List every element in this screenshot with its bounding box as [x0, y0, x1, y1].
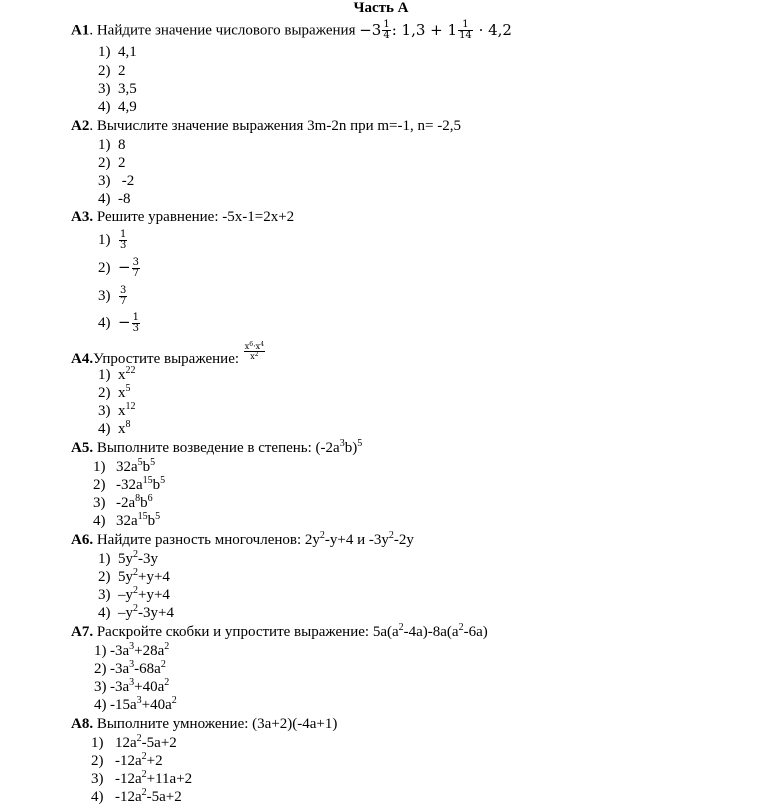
option: 1) 4,1 — [98, 44, 137, 60]
option: 2) $x^5$ — [98, 383, 131, 401]
section-title: Часть А — [353, 0, 409, 16]
option: 1) $\frac{1}{3}$ — [98, 229, 127, 252]
question-label: А2 — [71, 118, 90, 134]
option: 4) $-y^2-3y+4$ — [98, 603, 174, 621]
fraction: $\frac{1}{3}$ — [120, 229, 127, 252]
option: 4) $-15a^3+40a^2$ — [94, 695, 177, 713]
question-label: А7. — [71, 624, 94, 640]
option: 2) $-3a^3-68a^2$ — [94, 659, 166, 677]
option: 2) 2 — [98, 63, 126, 79]
question-a6: А6. Найдите разность многочленов: $2y^2-y+4$ и $-3y^2-2y$ — [71, 530, 414, 548]
option: 3) $x^{12}$ — [98, 401, 136, 419]
option: 4) $x^8$ — [98, 419, 131, 437]
option: 4) − $\frac{1}{3}$ — [98, 312, 139, 335]
question-a8 — [71, 715, 337, 733]
option: 2) − $\frac{3}{7}$ — [98, 257, 139, 280]
option: 4) $-12a^2-5a+2$ — [91, 787, 182, 805]
option: 1) $12a^2-5a+2$ — [91, 733, 177, 751]
question-text: Решите уравнение: -5x-1=2x+2 — [93, 209, 295, 225]
option: 3) $\frac{3}{7}$ — [98, 285, 127, 308]
fraction: $\frac{x^6\cdot x^4}{x^2}$ — [244, 341, 265, 361]
question-label: А8. — [71, 716, 94, 732]
option: 1) $32a^5b^5$ — [93, 457, 156, 475]
fraction: $\frac{1}{3}$ — [132, 312, 139, 335]
option: 3) -2 — [98, 173, 135, 189]
question-label: А3. — [71, 209, 94, 225]
question-text: Раскройте скобки и упростите выражение: 5a(a — [93, 624, 399, 640]
question-a1 — [71, 20, 512, 41]
option: 2) $5y^2+y+4$ — [98, 567, 170, 585]
question-text: . Найдите значение числового выражения — [89, 22, 360, 39]
question-a5: А5. Выполните возведение в степень: $(-2a^3b)^5$ — [71, 438, 363, 456]
question-a3 — [71, 208, 294, 226]
fraction: $\frac{3}{7}$ — [120, 285, 127, 308]
option: 4) 4,9 — [98, 99, 137, 115]
option: 3) $-12a^2+11a+2$ — [91, 769, 193, 787]
expression: −3 $\frac{1}{4}$ : 1,3 + 1 $\frac{1}{14}$ · 4,2 — [359, 19, 512, 41]
question-label: А5. — [71, 440, 94, 456]
option: 3) $-2a^8b^6$ — [93, 493, 153, 511]
question-label: А4. — [71, 351, 94, 367]
option: 4) $32a^{15}b^5$ — [93, 511, 161, 529]
question-text: Упростите выражение: — [93, 351, 243, 367]
option: 4) -8 — [98, 191, 131, 207]
option: 3) $-y^2+y+4$ — [98, 585, 170, 603]
question-text: Выполните возведение в степень: (-2a — [93, 440, 340, 456]
fraction: $\frac{1}{4}$ — [383, 19, 390, 41]
fraction: $\frac{3}{7}$ — [132, 257, 139, 280]
question-a4 — [71, 342, 266, 368]
option: 2) $-32a^{15}b^5$ — [93, 475, 166, 493]
option: 1) $x^{22}$ — [98, 365, 136, 383]
option: 3) $-3a^3+40a^2$ — [94, 677, 170, 695]
question-label: А6. — [71, 532, 94, 548]
question-a2 — [71, 117, 461, 135]
option: 1) 8 — [98, 137, 126, 153]
question-text: . Вычислите значение выражения 3m-2n при m=-1, n= -2,5 — [89, 118, 461, 134]
fraction: $\frac{1}{14}$ — [459, 19, 472, 41]
question-a7: А7. Раскройте скобки и упростите выражение: $5a(a^2-4a)-8a(a^2-6a)$ — [71, 622, 488, 640]
question-text: Найдите разность многочленов: 2y — [93, 532, 320, 548]
option: 3) 3,5 — [98, 81, 137, 97]
option: 2) $-12a^2+2$ — [91, 751, 163, 769]
option: 1) $5y^2-3y$ — [98, 549, 158, 567]
question-label: А1 — [71, 22, 90, 39]
option: 2) 2 — [98, 155, 126, 171]
question-text: Выполните умножение: (3a+2)(-4a+1) — [93, 716, 338, 732]
option: 1) $-3a^3+28a^2$ — [94, 641, 170, 659]
